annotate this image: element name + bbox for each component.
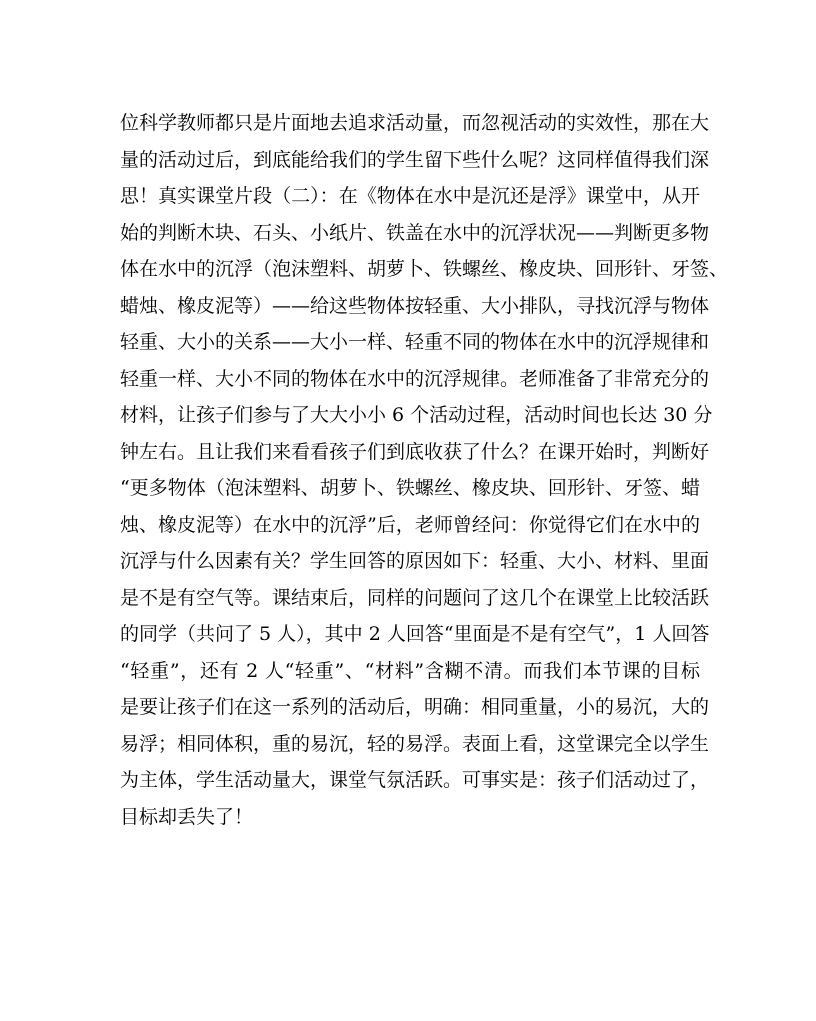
text-line-8: 轻重一样、大小不同的物体在水中的沉浮规律。老师准备了非常充分的: [120, 367, 710, 390]
text-line-10: 钟左右。且让我们来看看孩子们到底收获了什么？在课开始时，判断好: [120, 440, 710, 463]
text-line-6: 蜡烛、橡皮泥等）——给这些物体按轻重、大小排队，寻找沉浮与物体: [120, 294, 710, 317]
text-line-3: 思！真实课堂片段（二）：在《物体在水中是沉还是浮》课堂中，从开: [120, 185, 700, 207]
text-line-12: 烛、橡皮泥等）在水中的沉浮”后，老师曾经问：你觉得它们在水中的: [120, 513, 700, 536]
body-paragraph: [120, 105, 729, 835]
text-line-1: 位科学教师都只是片面地去追求活动量，而忽视活动的实效性，那在大: [120, 112, 710, 134]
text-line-13: 沉浮与什么因素有关？学生回答的原因如下：轻重、大小、材料、里面: [120, 550, 710, 572]
text-line-4: 始的判断木块、石头、小纸片、铁盖在水中的沉浮状况——判断更多物: [120, 221, 710, 244]
text-line-14: 是不是有空气等。课结束后，同样的问题问了这几个在课堂上比较活跃: [120, 586, 710, 609]
text-line-11: “更多物体（泡沫塑料、胡萝卜、铁螺丝、橡皮块、回形针、牙签、蜡: [120, 477, 700, 499]
text-line-20: 目标却丢失了！: [120, 805, 254, 828]
text-line-16: “轻重”，还有 2 人“轻重”、“材料”含糊不清。而我们本节课的目标: [120, 659, 700, 682]
text-line-5: 体在水中的沉浮（泡沫塑料、胡萝卜、铁螺丝、橡皮块、回形针、牙签、: [120, 258, 729, 280]
text-line-15: 的同学（共问了 5 人），其中 2 人回答“里面是不是有空气”，1 人回答: [120, 623, 710, 645]
text-line-7: 轻重、大小的关系——大小一样、轻重不同的物体在水中的沉浮规律和: [120, 331, 710, 353]
text-line-9: 材料，让孩子们参与了大大小小 6 个活动过程，活动时间也长达 30 分: [120, 404, 713, 426]
text-line-2: 量的活动过后，到底能给我们的学生留下些什么呢？这同样值得我们深: [120, 148, 710, 171]
text-line-17: 是要让孩子们在这一系列的活动后，明确：相同重量，小的易沉，大的: [120, 696, 710, 718]
text-line-19: 为主体，学生活动量大，课堂气氛活跃。可事实是：孩子们活动过了，: [120, 769, 710, 791]
text-line-18: 易浮；相同体积，重的易沉，轻的易浮。表面上看，这堂课完全以学生: [120, 732, 710, 755]
